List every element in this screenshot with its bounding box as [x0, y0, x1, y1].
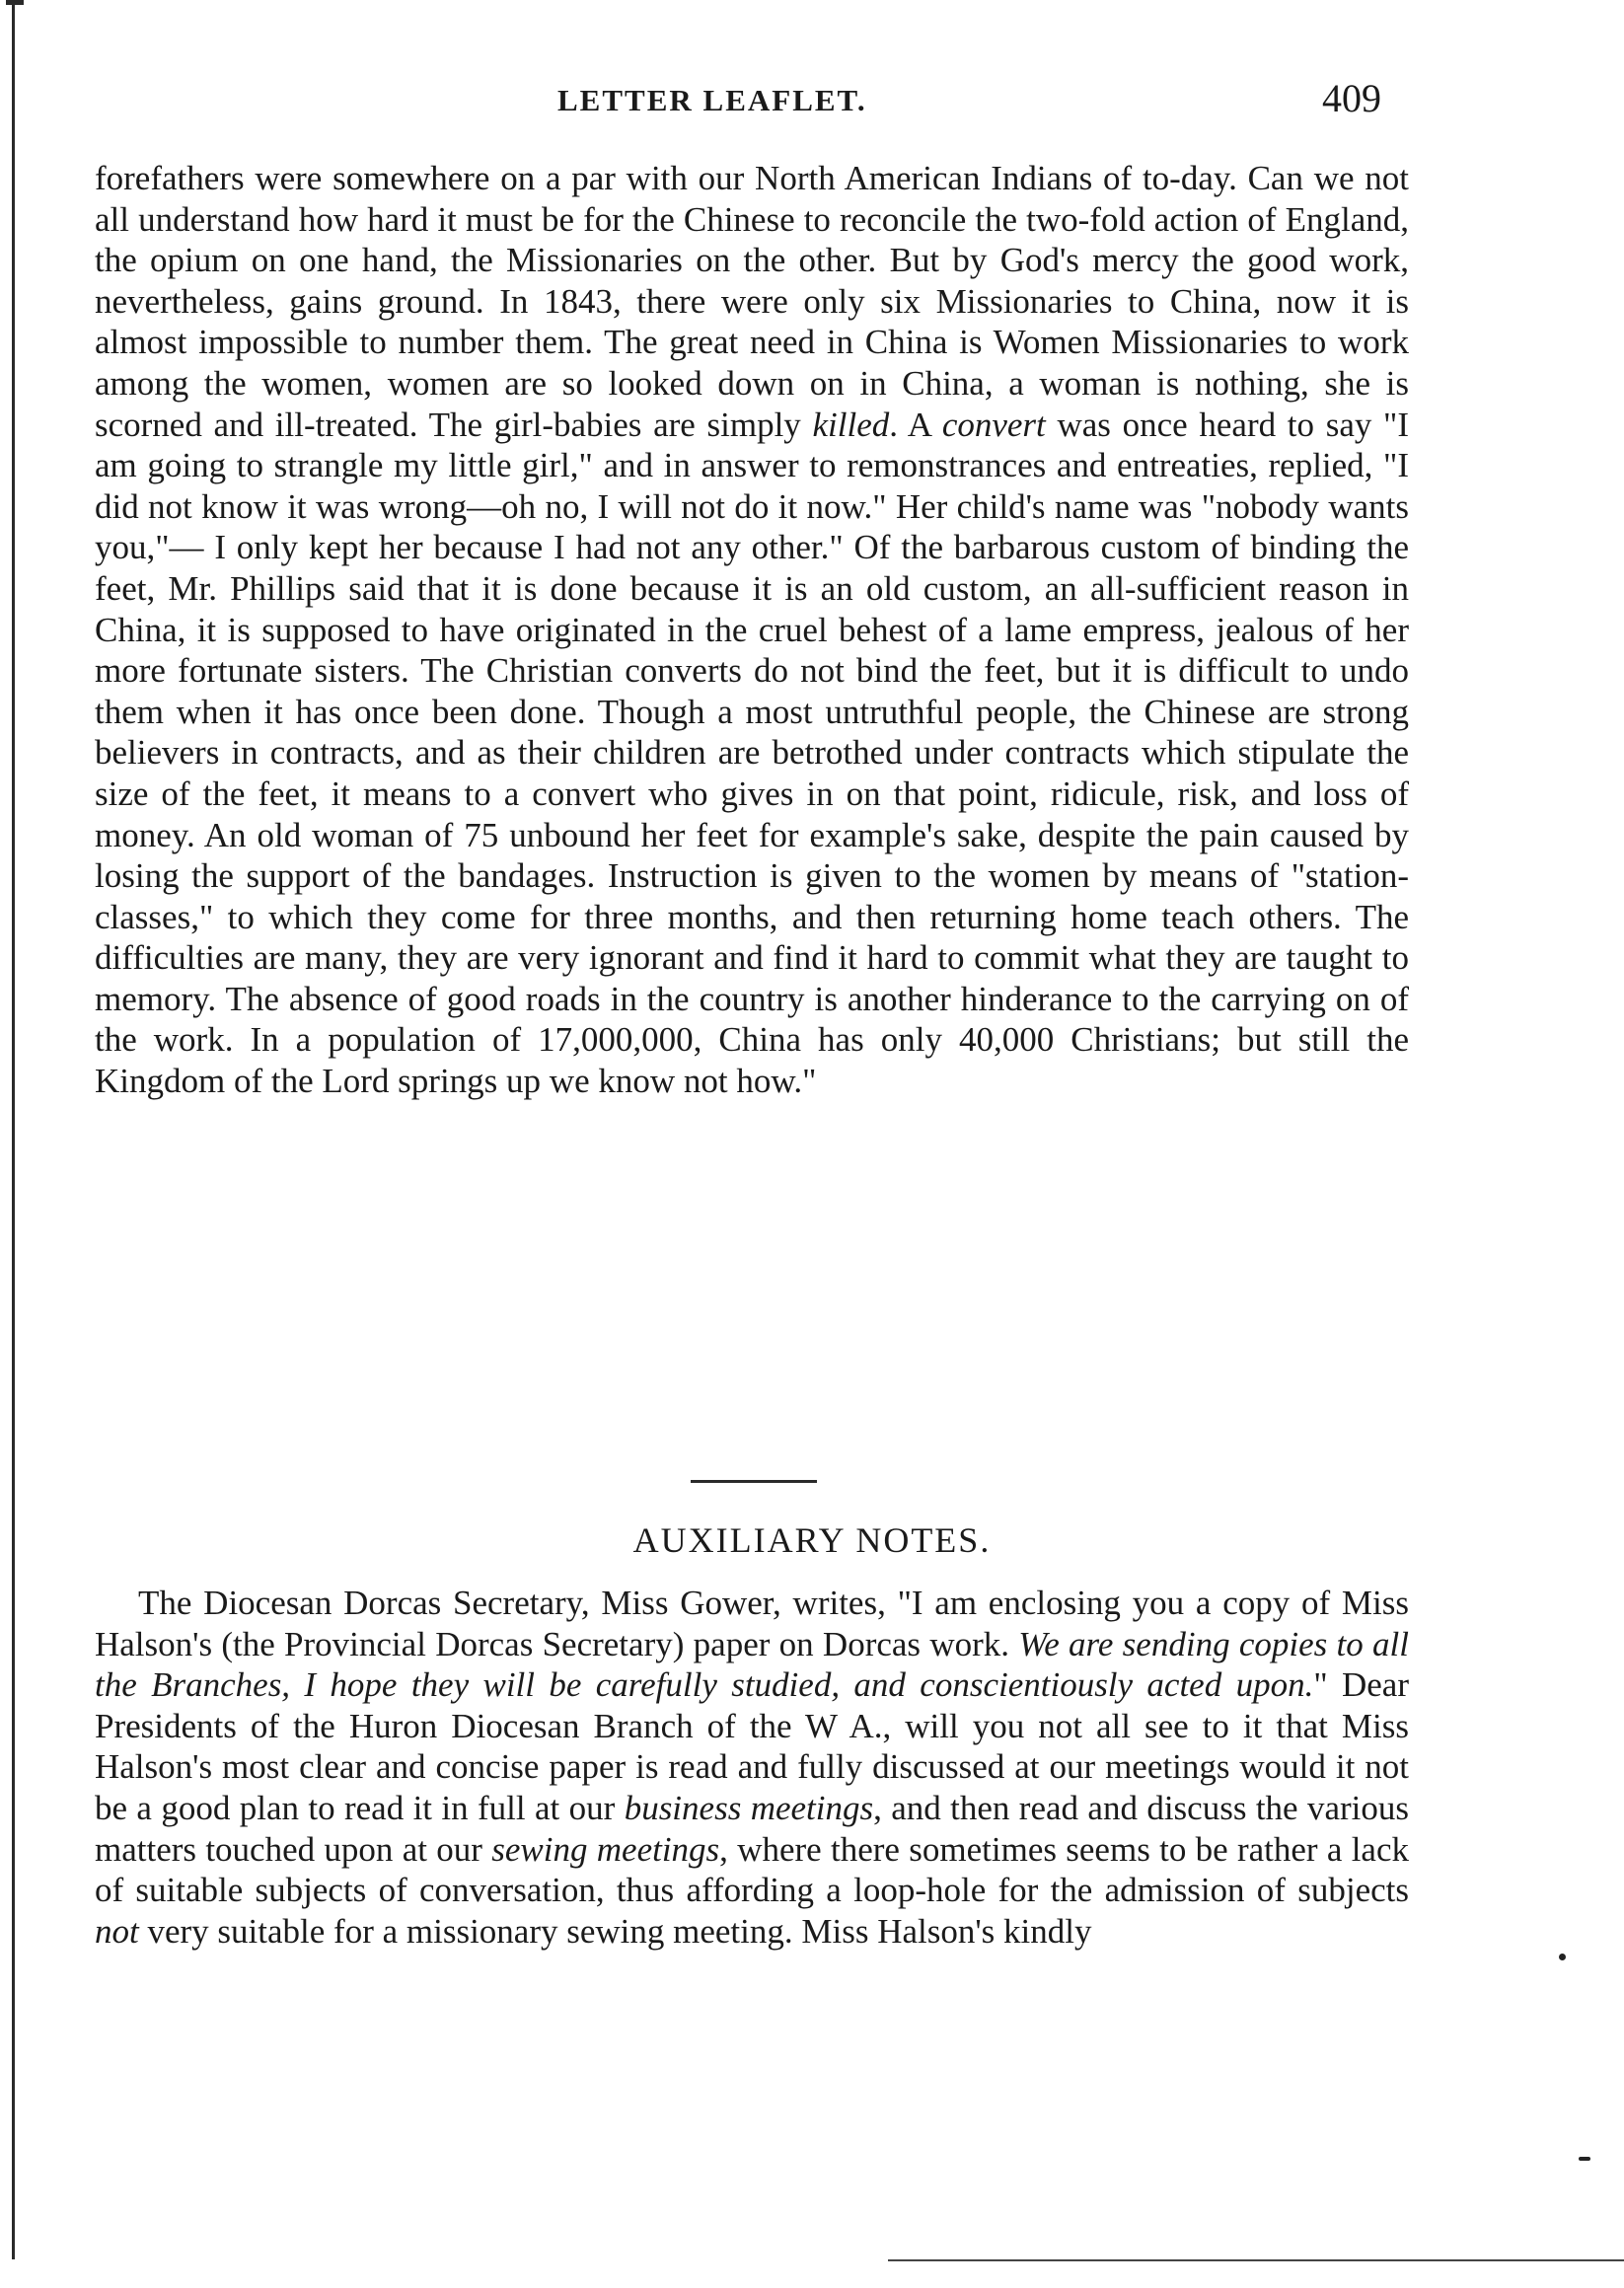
ink-speck	[1559, 1954, 1566, 1960]
notes-text: very suitable for a missionary sewing meeting. Miss Halson's kindly	[138, 1911, 1092, 1951]
article-body	[95, 158, 1409, 1102]
article-paragraph	[95, 158, 1409, 1102]
article-emphasis: convert	[941, 405, 1046, 444]
section-divider	[691, 1480, 817, 1483]
notes-text: , where there sometimes seems to be rather a lack of suitable subjects of conversation, thus affording a loop-hole for the admission of subjects	[95, 1829, 1409, 1910]
notes-text: The Diocesan Dorcas Secretary, Miss Gower, writes, "I am enclosing you a copy of Miss Halson's (the Provincial Dorcas Secretary) paper on Dorcas work.	[95, 1584, 1409, 1663]
section-heading: AUXILIARY NOTES.	[632, 1520, 992, 1560]
notes-emphasis: business meetings	[624, 1788, 874, 1827]
notes-text: " Dear Presidents of the Huron Diocesan Branch of the W A., will you not all see to it that Miss Halson's most clear and concise paper is read and fully discussed at our meetings would it not be a good plan to read it in full at our	[95, 1665, 1409, 1827]
notes-emphasis: We are sending copies to all the Branches, I hope they will be carefully studied, and conscientiously acted upon.	[95, 1624, 1409, 1705]
ink-speck	[1579, 2157, 1590, 2161]
article-text: forefathers were somewhere on a par with our North American Indians of to-day. Can we not all understand how hard it must be for the Chinese to reconcile the two-fold action of England, the opium on one hand, the Missionaries on the other. But by God's mercy the good work, nevertheless, gains ground. In 1843, there were only six Missionaries to China, now it is almost impossible to number them. The great need in China is Women Missionaries to work among the women, women are so looked down on in China, a woman is nothing, she is scorned and ill-treated. The girl-babies are simply	[95, 159, 1409, 444]
page-corner-mark	[6, 0, 24, 5]
bottom-edge-rule	[888, 2259, 1624, 2261]
article-emphasis: killed	[812, 405, 890, 444]
article-text: was once heard to say "I am going to strangle my little girl," and in answer to remonstrances and entreaties, replied, "I did not know it was wrong—oh no, I will not do it now." Her child's name was "nobody wants you,"— I only kept her because I had not any other." Of the barbarous custom of binding the feet, Mr. Phillips said that it is done because it is an old custom, an all-sufficient reason in China, it is supposed to have originated in the cruel behest of a lame empress, jealous of her more fortunate sisters. The Christian converts do not bind the feet, but it is difficult to undo them when it has once been done. Though a most untruthful people, the Chinese are strong believers in contracts, and as their children are betrothed under contracts which stipulate the size of the feet, it means to a convert who gives in on that point, ridicule, risk, and loss of money. An old woman of 75 unbound her feet for example's sake, despite the pain caused by losing the support of the bandages. Instruction is given to the women by means of "station-classes," to which they come for three months, and then returning home teach others. The difficulties are many, they are very ignorant and find it hard to commit what they are taught to memory. The absence of good roads in the country is another hinderance to the carrying on of the work. In a population of 17,000,000, China has only 40,000 Christians; but still the Kingdom of the Lord springs up we know not how."	[95, 405, 1410, 1101]
running-head: LETTER LEAFLET.	[557, 83, 867, 117]
page-edge-rule	[12, 0, 15, 2259]
notes-text: , and then read and discuss the various matters touched upon at our	[95, 1788, 1410, 1869]
auxiliary-notes-body	[95, 1583, 1409, 1952]
notes-emphasis: not	[95, 1911, 139, 1951]
page-number: 409	[1322, 76, 1381, 120]
notes-emphasis: sewing meetings	[491, 1829, 720, 1869]
article-text: . A	[889, 405, 942, 444]
notes-paragraph	[95, 1583, 1409, 1952]
